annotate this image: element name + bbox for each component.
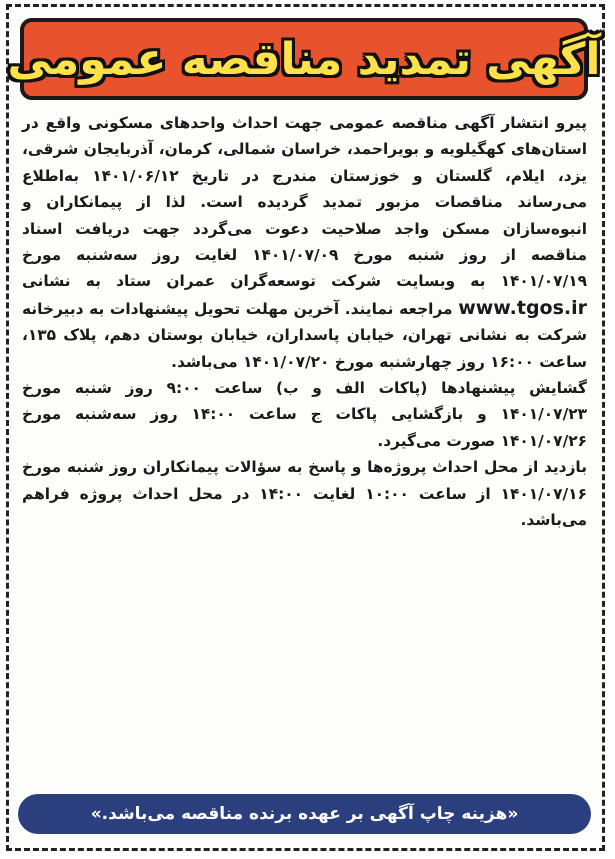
tender-text-after-site: مراجعه نمایند. آخرین مهلت تحویل پیشنهادات به دبیرخانه شرکت به نشانی تهران، خیابان پاسداران، خیابان بوستان دهم، پلاک ۱۳۵، ساعت ۱۶:۰۰ روز چهارشنبه مورخ ۱۴۰۱/۰۷/۲۰ می‌باشد. <box>22 299 587 371</box>
paragraph-tender-details <box>22 110 587 375</box>
ad-body <box>22 110 587 534</box>
website-link[interactable]: www.tgos.ir <box>458 296 588 319</box>
footer-note: «هزینه چاپ آگهی بر عهده برنده مناقصه می‌باشد.» <box>90 804 519 824</box>
paragraph-site-visit: بازدید از محل احداث پروژه‌ها و پاسخ به سؤالات پیمانکاران روز شنبه مورخ ۱۴۰۱/۰۷/۱۶ از ساعت ۱۰:۰۰ لغایت ۱۴:۰۰ در محل احداث پروژه فراهم می‌باشد. <box>22 458 587 530</box>
paragraph-opening: گشایش پیشنهادها (پاکات الف و ب) ساعت ۹:۰۰ روز شنبه مورخ ۱۴۰۱/۰۷/۲۳ و بازگشایی پاکات ج ساعت ۱۴:۰۰ روز سه‌شنبه مورخ ۱۴۰۱/۰۷/۲۶ صورت می‌گیرد. <box>22 379 587 450</box>
footer-banner <box>18 794 591 834</box>
page-title: آگهی تمدید مناقصه عمومی <box>7 33 601 85</box>
title-banner <box>7 18 601 100</box>
tender-text-before-site: پیرو انتشار آگهی مناقصه عمومی جهت احداث واحدهای مسکونی واقع در استان‌های کهگیلویه و بویراحمد، خراسان شمالی، کرمان، آذربایجان شرقی، یزد، ایلام، گلستان و خوزستان مندرج در تاریخ ۱۴۰۱/۰۶/۱۲ به‌اطلاع می‌رساند مناقصات مزبور تمدید گردیده است. لذا از پیمانکاران و انبوه‌سازان مسکن واجد صلاحیت دعوت می‌گردد جهت دریافت اسناد مناقصه از روز شنبه مورخ ۱۴۰۱/۰۷/۰۹ لغایت روز سه‌شنبه مورخ ۱۴۰۱/۰۷/۱۹ به وبسایت شرکت توسعه‌گران عمران ستاد به نشانی <box>22 114 588 291</box>
